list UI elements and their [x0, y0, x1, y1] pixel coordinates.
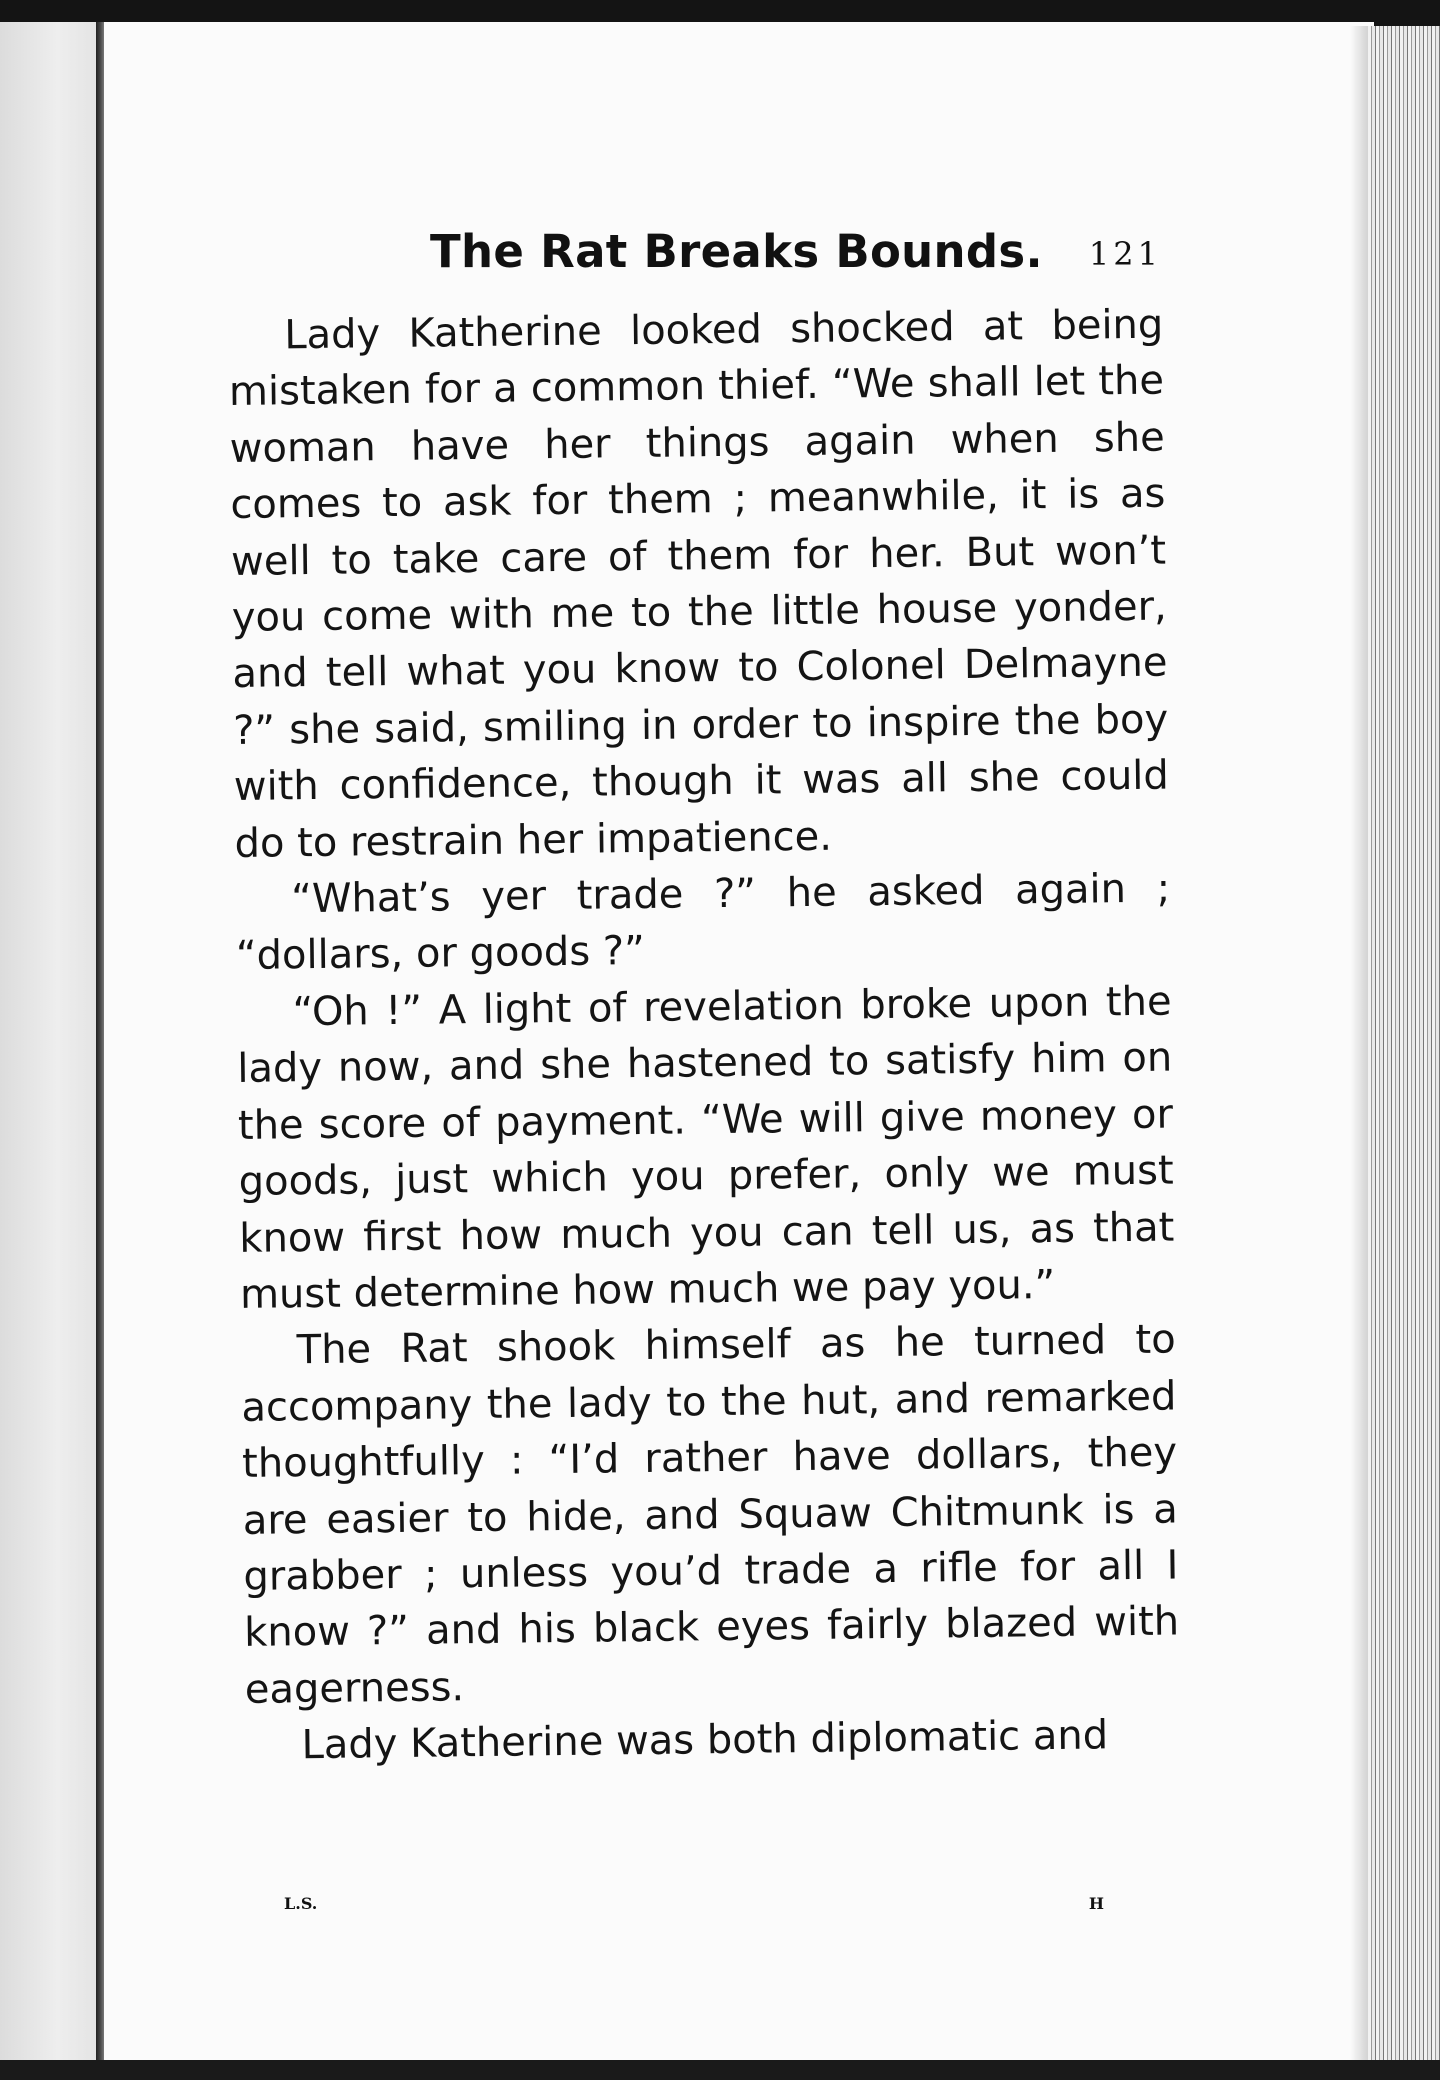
facing-page-edge: [0, 22, 96, 2080]
paragraph: The Rat shook himself as he turned to accompany the lady to the hut, and remarked thoughtfully : “I’d rather have dollars, they are easier to hide, and Squaw Chitmunk is a grabber ; unless you’d trade a rifle for all I know ?” and his black eyes fairly blazed with eagerness.: [241, 1316, 1180, 1713]
paragraph: “What’s yer trade ?” he asked again ; “dollars, or goods ?”: [235, 865, 1171, 980]
signature-marks: [284, 1894, 1104, 1924]
signature-mark-left: L.S.: [284, 1894, 318, 1913]
body-text: [228, 297, 1181, 1775]
paragraph: Lady Katherine looked shocked at being mistaken for a common thief. “We shall let the woman have her things again when she comes to ask for them ; meanwhile, it is as well to take care of them for her. But won’t you come with me to the little house yonder, and tell what you know to Colonel Delmayne ?” she said, smiling in order to inspire the boy with confidence, though it was all she could do to restrain her impatience.: [228, 301, 1170, 867]
page-edge-shadow: [1350, 26, 1370, 2080]
signature-mark-right: H: [1088, 1894, 1104, 1913]
running-head: The Rat Breaks Bounds.: [430, 225, 1043, 278]
page-header: [330, 225, 1170, 285]
paragraph: “Oh !” A light of revelation broke upon the lady now, and she hastened to satisfy him on the score of payment. “We will give money or goods, just which you prefer, only we must know first how much you can tell us, as that must determine how much we pay you.”: [237, 978, 1175, 1318]
paragraph: Lady Katherine was both diplomatic and: [301, 1712, 1109, 1769]
book-gutter: [96, 22, 104, 2080]
scan-bottom-border: [0, 2060, 1440, 2080]
page-number: 121: [1088, 235, 1162, 273]
page-stack-edge: [1368, 26, 1440, 2080]
